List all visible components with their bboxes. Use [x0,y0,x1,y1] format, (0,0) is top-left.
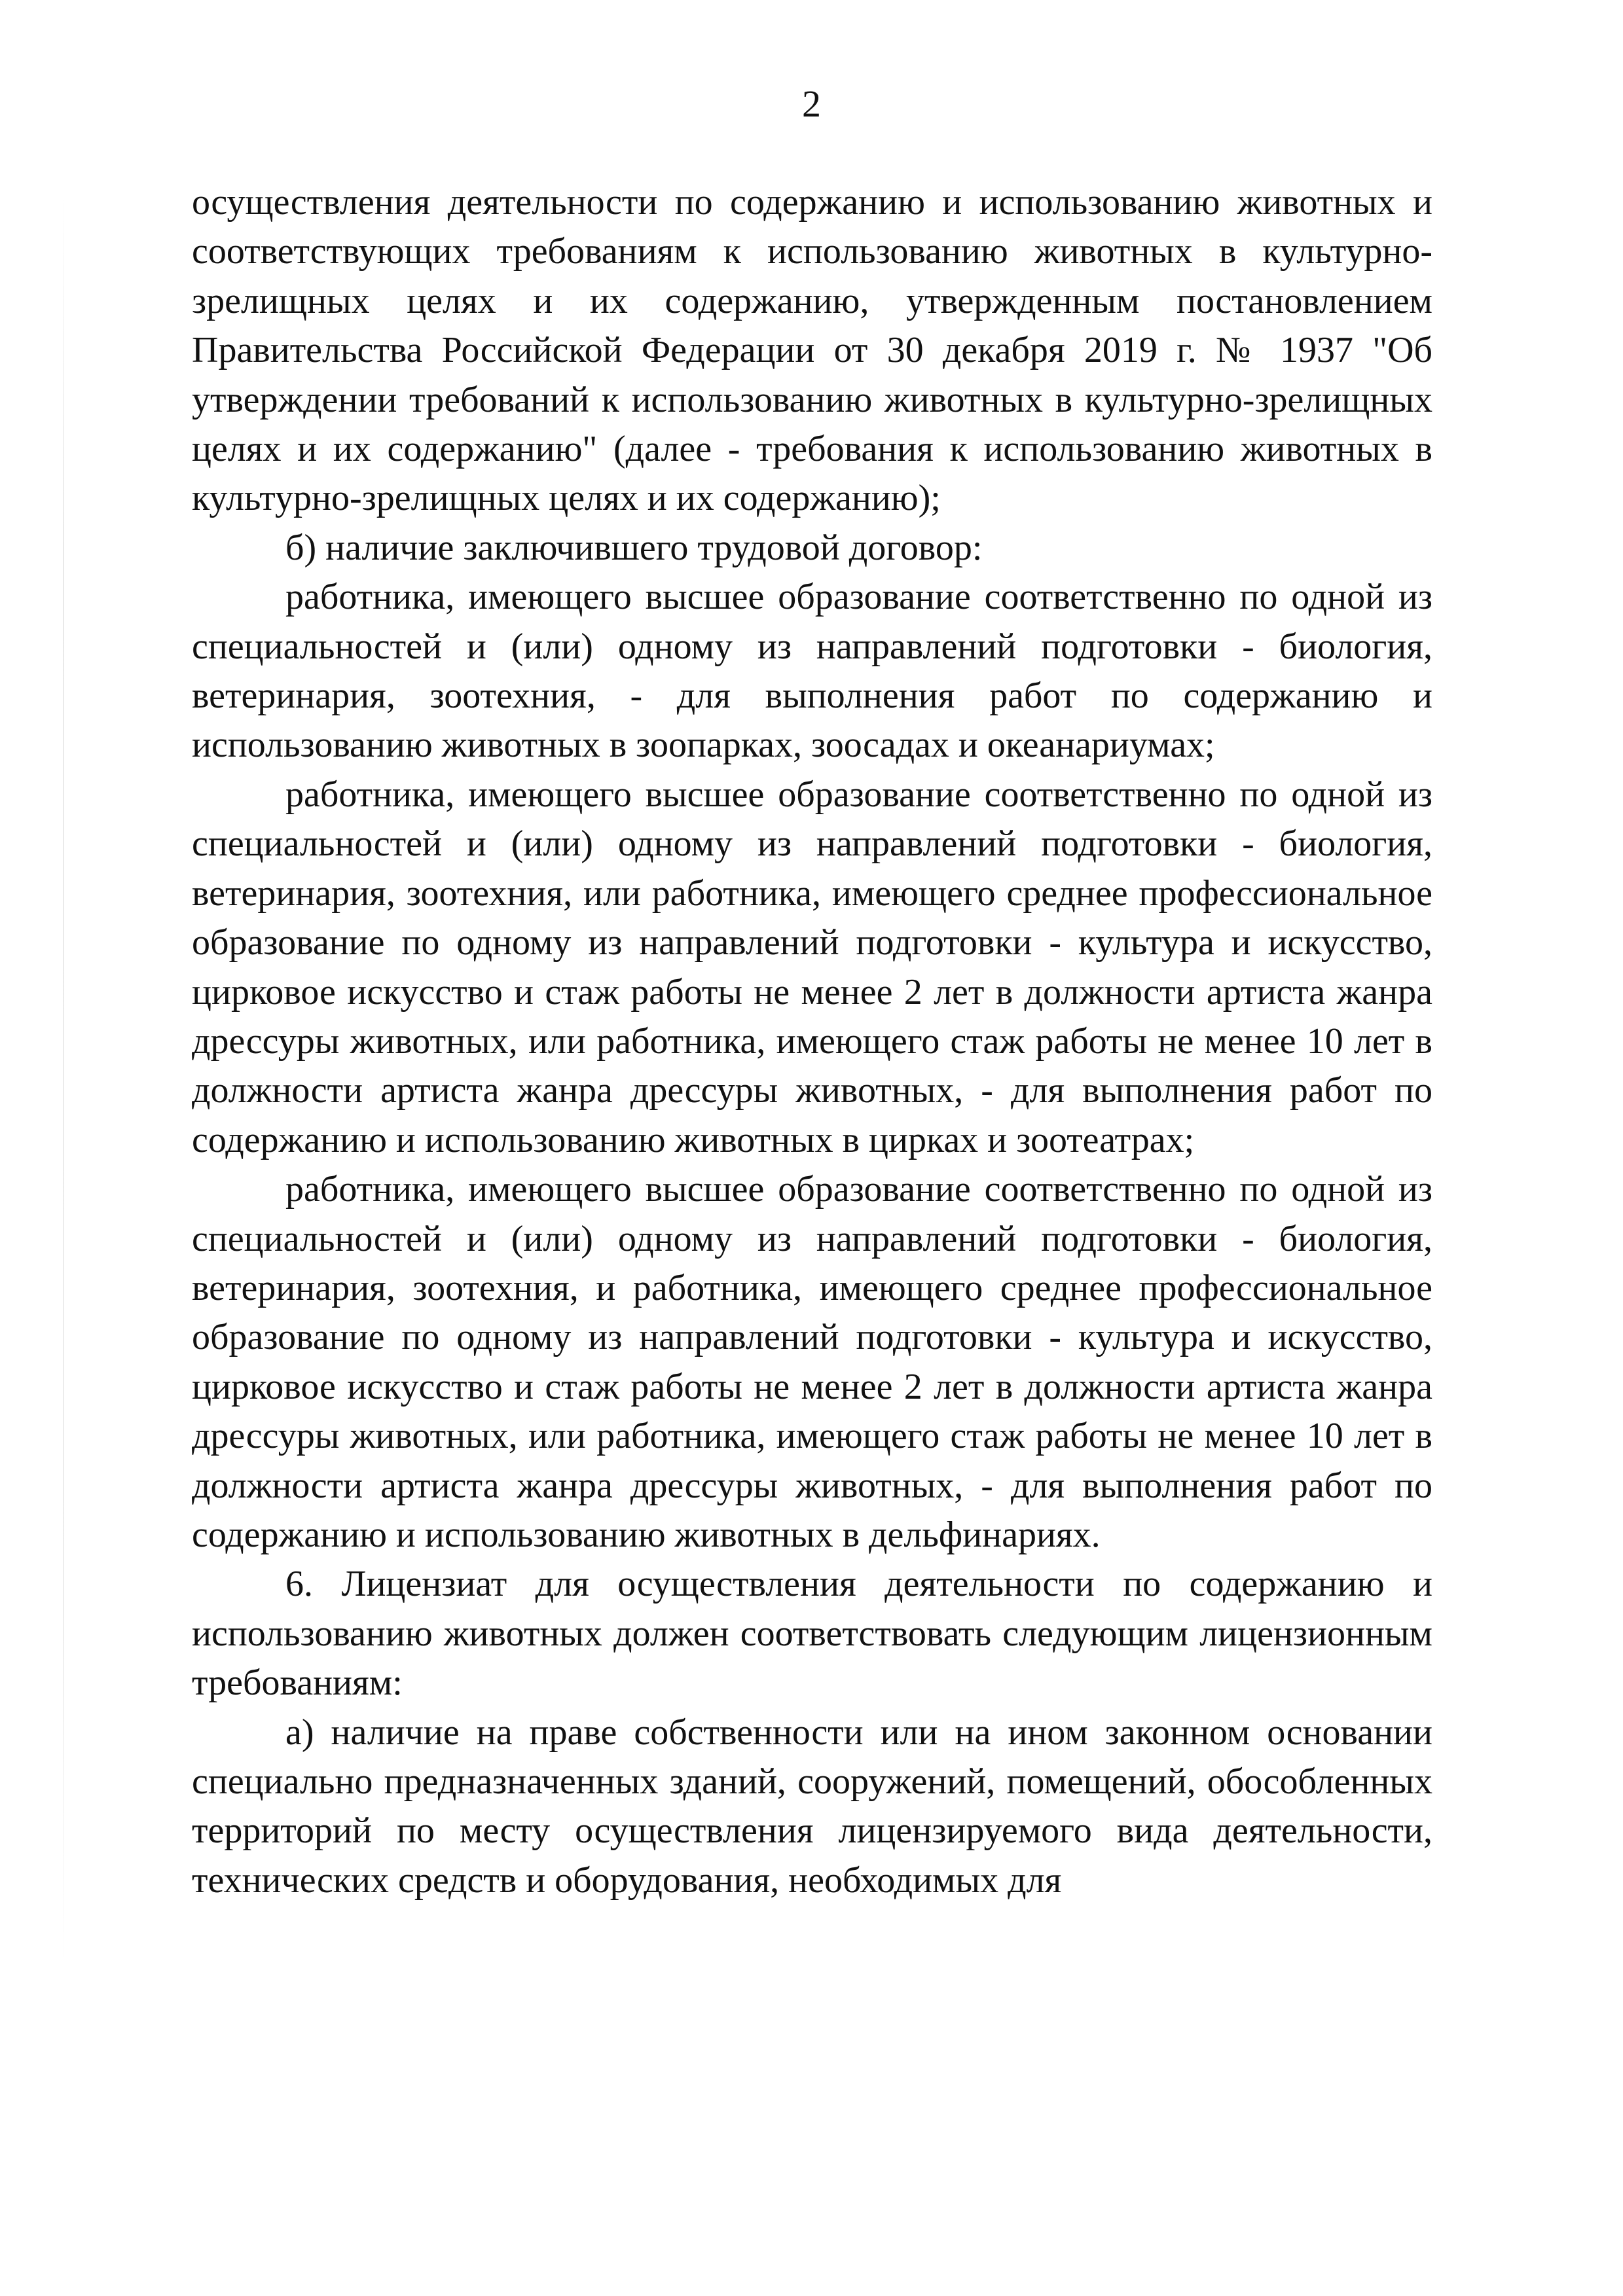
paragraph-worker-zoos: работника, имеющего высшее образование соответственно по одной из специальностей и (или) одному из направлений подготовки - биология, ветеринария, зоотехния, - для выполнения работ по содержанию и использованию животных в зоопарках, зоосадах и океанариумах; [192,577,1432,766]
paragraph-worker-dolphinariums: работника, имеющего высшее образование соответственно по одной из специальностей и (или) одному из направлений подготовки - биология, ветеринария, зоотехния, и работника, имеющего среднее профессиональное образование по одному из направлений подготовки - культура и искусство, цирковое искусство и стаж работы не менее 2 лет в должности артиста жанра дрессуры животных, или работника, имеющего стаж работы не менее 10 лет в должности артиста жанра дрессуры животных, - для выполнения работ по содержанию и использованию животных в дельфинариях. [192,1169,1432,1555]
paragraph-section-6: 6. Лицензиат для осуществления деятельности по содержанию и использованию животных должен соответствовать следующим лицензионным требованиям: [192,1564,1432,1704]
paragraph-worker-circuses: работника, имеющего высшее образование соответственно по одной из специальностей и (или) одному из направлений подготовки - биология, ветеринария, зоотехния, или работника, имеющего среднее профессиональное образование по одному из направлений подготовки - культура и искусство, цирковое искусство и стаж работы не менее 2 лет в должности артиста жанра дрессуры животных, или работника, имеющего стаж работы не менее 10 лет в должности артиста жанра дрессуры животных, - для выполнения работ по содержанию и использованию животных в цирках и зоотеатрах; [192,774,1432,1160]
scan-edge-shadow [63,196,64,1964]
paragraph-item-b: б) наличие заключившего трудовой договор: [285,527,983,568]
document-body [192,178,1432,1905]
paragraph-continuation: осуществления деятельности по содержанию и использованию животных и соответствующих требованиям к использованию животных в культурно-зрелищных целях и их содержанию, утвержденным постановлением Правительства Российской Федерации от 30 декабря 2019 г. № 1937 "Об утверждении требований к использованию животных в культурно-зрелищных целях и их содержанию" (далее - требования к использованию животных в культурно-зрелищных целях и их содержанию); [192,182,1432,519]
page-number: 2 [802,82,821,125]
paragraph-item-a: а) наличие на праве собственности или на ином законном основании специально предназначенных зданий, сооружений, помещений, обособленных территорий по месту осуществления лицензируемого вида деятельности, технических средств и оборудования, необходимых для [192,1712,1432,1901]
